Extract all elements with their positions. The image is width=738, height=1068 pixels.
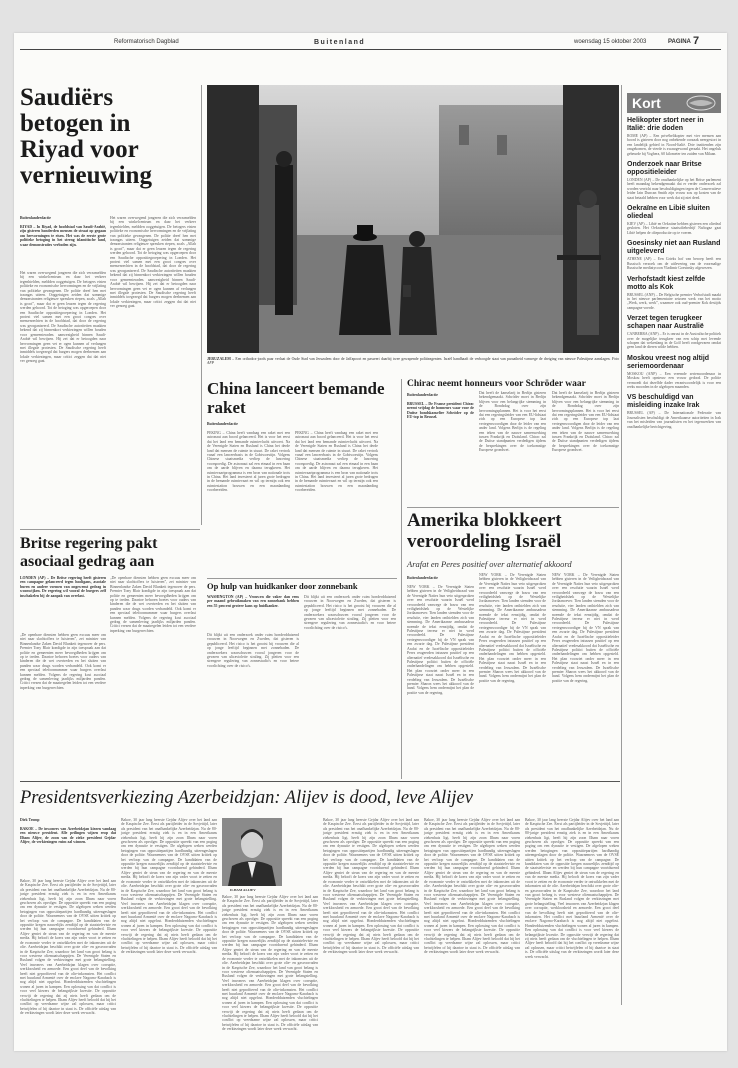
kort-item bbox=[627, 276, 721, 311]
china-body-col2: PEKING – China heeft vandaag een raket met een astronaut aan boord gelanceerd. Het is voor het eerst dat het land een bemande ruimtevlucht uitvoert. Na de Verenigde Staten en Rusland is China het derde land dat mensen de ruimte in stuurt. De raket vertrok vanaf een lanceerbasis in de Gobiwoestijn. Volgens Chinese staatsmedia verliep de lancering voorspoedig. De astronaut zal een etmaal in een baan om de aarde blijven en daarna terugkeren. Het ruimtevaartprogramma is een bron van nationale trots in China. Het land investeert al jaren grote bedragen in de bemande ruimtevaart en wil op termijn ook een ruimtestation bouwen en een maanlanding voorbereiden. bbox=[295, 431, 378, 493]
globe-icon bbox=[685, 95, 717, 111]
brits-headline: Britse regering pakt asociaal gedrag aan bbox=[20, 535, 158, 570]
kort-item bbox=[627, 205, 721, 235]
azer-body-col2: Bakoe, 30 jaar lang heerste Gejdar Alijev over het land aan de Kaspische Zee. Eerst als partijleider in de Sovjettijd, later als president van het onafhankelijke Azerbeidzjan. Nu de 80-jarige president ernstig ziek is en in een Amerikaans ziekenhuis ligt, heeft hij zijn zoon Ilham naar voren geschoven als opvolger. De oppositie spreekt van een poging om een dynastie te vestigen. De afgelopen weken werden betogingen van oppositiepartijen hardhandig uiteengeslagen door de politie. Waarnemers van de OVSE uitten kritiek op het verloop van de campagne. De kandidaten van de oppositie kregen nauwelijks zendtijd op de staatstelevisie en werden bij hun campagne voortdurend gehinderd. Ilham Alijev geniet de steun van de regering en van de meeste media. Hij belooft de koers van zijn vader voort te zetten en de economie verder te ontwikkelen met de inkomsten uit de olie. Azerbeidzjan beschikt over grote olie- en gasvoorraden in de Kaspische Zee, waardoor het land van groot belang is voor westerse oliemaatschappijen. De Verenigde Staten en Rusland volgen de verkiezingen met grote belangstelling. Veel inwoners van Azerbeidzjan klagen over corruptie, werkloosheid en armoede. Een groot deel van de bevolking heeft niet geprofiteerd van de olie-inkomsten. Het conflict met buurland Armenië over de enclave Nagorno-Karabach is nog altijd niet opgelost. Honderdduizenden vluchtelingen wonen al jaren in kampen. Een oplossing van dat conflict is voor veel kiezers de belangrijkste kwestie. De oppositie verwijt de regering dat zij niets heeft gedaan om de vluchtelingen te helpen. Ilham Alijev heeft beloofd dat hij het conflict op vreedzame wijze zal oplossen, maar critici betwijfelen of hij daartoe in staat is. De officiële uitslag van de verkiezingen wordt later deze week verwacht. bbox=[121, 818, 217, 955]
amerika-body-col1: NEW YORK – De Verenigde Staten hebben gisteren in de Veiligheidsraad van de Verenigde Naties hun veto uitgesproken over een resolutie waarin Israël werd veroordeeld vanwege de bouw van een veiligheidshek op de Westelijke Jordaanoever. Tien landen stemden voor de resolutie, vier landen onthielden zich van stemming. De Amerikaanse ambassadeur noemde de tekst eenzijdig, omdat de Palestijnse terreur er niet in werd veroordeeld. De Palestijnse vertegenwoordiger bij de VN sprak van een zwarte dag. De Palestijnse president Arafat en de Israëlische oppositieleider Peres reageerden intussen positief op een alternatief vredesakkoord dat Israëlische en Palestijnse politici buiten de officiële onderhandelingen om hebben opgesteld. Het plan voorziet onder meer in een Palestijnse staat naast Israël en in een verdeling van Jeruzalem. De Israëlische premier Sharon wees het akkoord van de hand. Volgens hem ondermijnt het plan de positie van de regering. bbox=[407, 585, 474, 695]
chirac-lead: BRUSSEL – De Franse president Chirac neemt vrijdag de honneurs waar voor de Duitse bondskanselier Schröder op de EU-top in Brussel. bbox=[407, 402, 474, 420]
amerika-body-col2: NEW YORK – De Verenigde Staten hebben gisteren in de Veiligheidsraad van de Verenigde Naties hun veto uitgesproken over een resolutie waarin Israël werd veroordeeld vanwege de bouw van een veiligheidshek op de Westelijke Jordaanoever. Tien landen stemden voor de resolutie, vier landen onthielden zich van stemming. De Amerikaanse ambassadeur noemde de tekst eenzijdig, omdat de Palestijnse terreur er niet in werd veroordeeld. De Palestijnse vertegenwoordiger bij de VN sprak van een zwarte dag. De Palestijnse president Arafat en de Israëlische oppositieleider Peres reageerden intussen positief op een alternatief vredesakkoord dat Israëlische en Palestijnse politici buiten de officiële onderhandelingen om hebben opgesteld. Het plan voorziet onder meer in een Palestijnse staat naast Israël en in een verdeling van Jeruzalem. De Israëlische premier Sharon wees het akkoord van de hand. Volgens hem ondermijnt het plan de positie van de regering. bbox=[479, 573, 546, 683]
page-label: PAGINA bbox=[668, 39, 691, 45]
kort-list bbox=[627, 117, 721, 1017]
china-body-col1: PEKING – China heeft vandaag een raket met een astronaut aan boord gelanceerd. Het is voor het eerst dat het land een bemande ruimtevlucht uitvoert. Na de Verenigde Staten en Rusland is China het derde land dat mensen de ruimte in stuurt. De raket vertrok vanaf een lanceerbasis in de Gobiwoestijn. Volgens Chinese staatsmedia verliep de lancering voorspoedig. De astronaut zal een etmaal in een baan om de aarde blijven en daarna terugkeren. Het ruimtevaartprogramma is een bron van nationale trots in China. Het land investeert al jaren grote bedragen in de bemande ruimtevaart en wil op termijn ook een ruimtestation bouwen en een maanlanding voorbereiden. bbox=[207, 431, 290, 493]
amerika-headline: Amerika blokkeert veroordeling Israël bbox=[407, 510, 562, 552]
kort-item-title: Verhofstadt kiest zelfde motto als Kok bbox=[627, 275, 706, 291]
azer-headline: Presidentsverkiezing Azerbeidzjan: Alijev is dood, leve Alijev bbox=[20, 788, 473, 808]
kort-banner bbox=[627, 93, 721, 113]
kort-item-title: Goesinsky niet aan Rusland uitgeleverd bbox=[627, 240, 721, 256]
kort-item-title: VS beschuldigd van misleiding inzake Irak bbox=[627, 394, 700, 410]
hulp-body-col2: Dit blijkt uit een onderzoek onder ruim honderdduizend vrouwen in Noorwegen en Zweden, dat gisteren is gepubliceerd. Het risico is het grootst bij vrouwen die al op jonge leeftijd beginnen met zonnebaden. De onderzoekers waarschuwen vooral jongeren voor de gevaren van ultraviolette straling. Zij pleiten voor een strengere regulering van zonnestudio's en voor betere voorlichting over de risico's. bbox=[304, 595, 396, 630]
photo-caption-label: JERUZALEM bbox=[207, 357, 231, 361]
kort-item-body: ATHENE (AP) – Een Grieks hof van beroep heeft een Russisch verzoek om de uitlevering van de voormalige Russische mediatycoon Vladimir Goesinsky afgewezen. bbox=[627, 257, 721, 271]
gate-shadow-left bbox=[207, 85, 259, 353]
kort-item bbox=[627, 117, 721, 156]
chirac-body-col2: Dat heeft de kanselarij in Berlijn gisteren bekendgemaakt. Schröder moet in Berlijn blijven voor een belangrijke stemming in de Bondsdag over zijn hervormingsplannen. Het is voor het eerst dat een regeringsleider van een EU-lidstaat zich op een Europese top laat vertegenwoordigen door de leider van een ander land. Volgens Berlijn is de regeling een teken van de nauwe samenwerking tussen Frankrijk en Duitsland. Chirac zal de Duitse standpunten verdedigen tijdens de besprekingen over de toekomstige Europese grondwet. bbox=[479, 391, 546, 453]
amerika-body-col3: NEW YORK – De Verenigde Staten hebben gisteren in de Veiligheidsraad van de Verenigde Naties hun veto uitgesproken over een resolutie waarin Israël werd veroordeeld vanwege de bouw van een veiligheidshek op de Westelijke Jordaanoever. Tien landen stemden voor de resolutie, vier landen onthielden zich van stemming. De Amerikaanse ambassadeur noemde de tekst eenzijdig, omdat de Palestijnse terreur er niet in werd veroordeeld. De Palestijnse vertegenwoordiger bij de VN sprak van een zwarte dag. De Palestijnse president Arafat en de Israëlische oppositieleider Peres reageerden intussen positief op een alternatief vredesakkoord dat Israëlische en Palestijnse politici buiten de officiële onderhandelingen om hebben opgesteld. Het plan voorziet onder meer in een Palestijnse staat naast Israël en in een verdeling van Jeruzalem. De Israëlische premier Sharon wees het akkoord van de hand. Volgens hem ondermijnt het plan de positie van de regering. bbox=[552, 573, 619, 683]
photo-caption-text: – Een orthodox-joods paar verlaat de Oude Stad van Jeruzalem door de Jaffapoort en passeert daarbij twee gewapende politieagenten. Israël handhaaft de verhoogde staat van paraatheid vanwege de dreiging van nieuwe Palestijnse aanslagen. bbox=[232, 357, 611, 361]
kort-item bbox=[627, 394, 721, 429]
alijev-portrait bbox=[222, 818, 282, 886]
kort-item bbox=[627, 161, 721, 200]
header-rule bbox=[20, 49, 721, 50]
amerika-byline: Buitenlandredactie bbox=[407, 576, 438, 580]
soldier-right bbox=[577, 205, 599, 335]
chirac-headline: Chirac neemt honneurs voor Schröder waar bbox=[407, 379, 586, 389]
kort-item-body: LONDEN (AP) – De onafhankelijke op het Britse parlement heeft maandag bekendgemaakt dat er verder onderzoek zal worden verricht naar beschuldigingen tegen de Conservatieve leider Iain Duncan Smith zijn vrouw zou op kosten van de staat betaald hebben voor werk dat zij niet deed. bbox=[627, 178, 721, 200]
page-number: 7 bbox=[693, 35, 700, 47]
hulp-headline: Op hulp van huidkanker door zonnebank bbox=[207, 581, 358, 591]
soldier-left bbox=[275, 165, 293, 315]
brits-body-col2: „De openbare diensten hebben geen excuus meer om niet naar slachtoffers te luisteren”, zei minister van Binnenlandse Zaken David Blunkett tegenover de pers. Premier Tony Blair kondigde in zijn toespraak aan dat politie en gemeenten meer bevoegdheden krijgen om op te treden. Daartoe behoren boetes voor ouders van kinderen die de wet overtreden en het sluiten van panden waar drugs worden verhandeld. Ook komt er een speciaal telefoonnummer waar burgers overlast kunnen melden. Volgens de regering kost asociaal gedrag de samenleving jaarlijks miljarden ponden. Critici vrezen dat de maatregelen leiden tot een verdere inperking van burgerrechten. bbox=[110, 576, 196, 633]
kort-item-title: Moskou vreest nog altijd seriemoordenaar bbox=[627, 354, 710, 370]
azer-byline: Dirk Tromp bbox=[20, 818, 40, 822]
hulp-body-col1: Dit blijkt uit een onderzoek onder ruim honderdduizend vrouwen in Noorwegen en Zweden, dat gisteren is gepubliceerd. Het risico is het grootst bij vrouwen die al op jonge leeftijd beginnen met zonnebaden. De onderzoekers waarschuwen vooral jongeren voor de gevaren van ultraviolette straling. Zij pleiten voor een strengere regulering van zonnestudio's en voor betere voorlichting over de risico's. bbox=[207, 633, 299, 668]
kort-item-body: BRUSSEL (ANP) – De Belgische premier Verhofstadt maakt in het nieuwe parlementaire seizoen werk van het motto „Werk, werk, werk”, waarmee ook oud-premier Kok destijds campagne voerde. bbox=[627, 292, 721, 310]
chirac-byline: Buitenlandredactie bbox=[407, 393, 438, 397]
photo-caption bbox=[207, 357, 619, 370]
azer-body-col3: Bakoe, 30 jaar lang heerste Gejdar Alijev over het land aan de Kaspische Zee. Eerst als partijleider in de Sovjettijd, later als president van het onafhankelijke Azerbeidzjan. Nu de 80-jarige president ernstig ziek is en in een Amerikaans ziekenhuis ligt, heeft hij zijn zoon Ilham naar voren geschoven als opvolger. De oppositie spreekt van een poging om een dynastie te vestigen. De afgelopen weken werden betogingen van oppositiepartijen hardhandig uiteengeslagen door de politie. Waarnemers van de OVSE uitten kritiek op het verloop van de campagne. De kandidaten van de oppositie kregen nauwelijks zendtijd op de staatstelevisie en werden bij hun campagne voortdurend gehinderd. Ilham Alijev geniet de steun van de regering en van de meeste media. Hij belooft de koers van zijn vader voort te zetten en de economie verder te ontwikkelen met de inkomsten uit de olie. Azerbeidzjan beschikt over grote olie- en gasvoorraden in de Kaspische Zee, waardoor het land van groot belang is voor westerse oliemaatschappijen. De Verenigde Staten en Rusland volgen de verkiezingen met grote belangstelling. Veel inwoners van Azerbeidzjan klagen over corruptie, werkloosheid en armoede. Een groot deel van de bevolking heeft niet geprofiteerd van de olie-inkomsten. Het conflict met buurland Armenië over de enclave Nagorno-Karabach is nog altijd niet opgelost. Honderdduizenden vluchtelingen wonen al jaren in kampen. Een oplossing van dat conflict is voor veel kiezers de belangrijkste kwestie. De oppositie verwijt de regering dat zij niets heeft gedaan om de vluchtelingen te helpen. Ilham Alijev heeft beloofd dat hij het conflict op vreedzame wijze zal oplossen, maar critici betwijfelen of hij daartoe in staat is. De officiële uitslag van de verkiezingen wordt later deze week verwacht. bbox=[222, 895, 318, 1032]
column-divider-mid bbox=[401, 379, 402, 779]
kort-item-title: Verzet tegen terugkeer schapen naar Australië bbox=[627, 315, 704, 331]
section-divider-bottom bbox=[20, 781, 620, 782]
kort-item-body: CANBERRA (ANP) – Er is onrust in de Australische politiek over de mogelijke terugkeer van een schip met levende schapen dat wekenlang in de Golf heeft rondgevaren omdat geen land de dieren wilde hebben. bbox=[627, 332, 721, 350]
amerika-subtitle: Arafat en Peres positief over alternatief akkoord bbox=[407, 559, 572, 569]
kort-item-body: ROME (AP) – Een privéhelikopter met vier mensen aan boord is gisteren door nog onbekende oorzaak neergestort in een landelijk gebied in Noord-Italië. Drie inzittenden zijn omgekomen, de vierde is zwaargewond geraakt. Het ongeluk gebeurde bij Voghera, 60 kilometer ten zuiden van Milaan. bbox=[627, 134, 721, 156]
saudi-lead: RIYAD – In Riyad, de hoofdstad van Saudi-Arabië, zijn gisteren honderden mensen de straat op gegaan om hervormingen te eisen. Het was de eerste grote politieke betoging in het streng islamitische land, waar demonstraties verboden zijn. bbox=[20, 225, 106, 247]
photo-credit: Foto AFP bbox=[207, 357, 619, 366]
azer-body-col5: Bakoe, 30 jaar lang heerste Gejdar Alijev over het land aan de Kaspische Zee. Eerst als partijleider in de Sovjettijd, later als president van het onafhankelijke Azerbeidzjan. Nu de 80-jarige president ernstig ziek is en in een Amerikaans ziekenhuis ligt, heeft hij zijn zoon Ilham naar voren geschoven als opvolger. De oppositie spreekt van een poging om een dynastie te vestigen. De afgelopen weken werden betogingen van oppositiepartijen hardhandig uiteengeslagen door de politie. Waarnemers van de OVSE uitten kritiek op het verloop van de campagne. De kandidaten van de oppositie kregen nauwelijks zendtijd op de staatstelevisie en werden bij hun campagne voortdurend gehinderd. Ilham Alijev geniet de steun van de regering en van de meeste media. Hij belooft de koers van zijn vader voort te zetten en de economie verder te ontwikkelen met de inkomsten uit de olie. Azerbeidzjan beschikt over grote olie- en gasvoorraden in de Kaspische Zee, waardoor het land van groot belang is voor westerse oliemaatschappijen. De Verenigde Staten en Rusland volgen de verkiezingen met grote belangstelling. Veel inwoners van Azerbeidzjan klagen over corruptie, werkloosheid en armoede. Een groot deel van de bevolking heeft niet geprofiteerd van de olie-inkomsten. Het conflict met buurland Armenië over de enclave Nagorno-Karabach is nog altijd niet opgelost. Honderdduizenden vluchtelingen wonen al jaren in kampen. Een oplossing van dat conflict is voor veel kiezers de belangrijkste kwestie. De oppositie verwijt de regering dat zij niets heeft gedaan om de vluchtelingen te helpen. Ilham Alijev heeft beloofd dat hij het conflict op vreedzame wijze zal oplossen, maar critici betwijfelen of hij daartoe in staat is. De officiële uitslag van de verkiezingen wordt later deze week verwacht. bbox=[424, 818, 520, 955]
kort-item-body: MOSKOU (ANP) – Een vreemde seriemoordenaar in Moskou heeft opnieuw een vrouw gedood. De politie vermoedt dat dezelfde dader verantwoordelijk is voor een reeks moorden in de afgelopen maanden. bbox=[627, 371, 721, 389]
saudi-byline: Buitenlandredactie bbox=[20, 216, 51, 220]
paper-name: Reformatorisch Dagblad bbox=[114, 39, 179, 45]
chirac-body-col3: Dat heeft de kanselarij in Berlijn gisteren bekendgemaakt. Schröder moet in Berlijn blijven voor een belangrijke stemming in de Bondsdag over zijn hervormingsplannen. Het is voor het eerst dat een regeringsleider van een EU-lidstaat zich op een Europese top laat vertegenwoordigen door de leider van een ander land. Volgens Berlijn is de regeling een teken van de nauwe samenwerking tussen Frankrijk en Duitsland. Chirac zal de Duitse standpunten verdedigen tijdens de besprekingen over de toekomstige Europese grondwet. bbox=[552, 391, 619, 453]
china-headline: China lanceert bemande raket bbox=[207, 379, 385, 417]
saudi-body-col1: Het waren overwegend jongeren die zich verzamelden bij een winkelcentrum en daar het verkeer tegenhielden, meldden ooggetuigen. De betogers eisten politieke en economische hervormingen en de vrijlating van politieke gevangenen. De politie dreef hen met traangas uiteen. Ooggetuigen zeiden dat sommige demonstranten religieuze spreuken riepen, zoals „Allah is groot”, maar dat er geen leuzen tegen de regering werden gehoord. Tot de betoging was opgeroepen door een Saudische oppositiegroepering in Londen. Het protest viel samen met een groot congres over mensenrechten in de hoofdstad, dat door de regering was georganiseerd. De Saudische autoriteiten maakten bekend dat zij binnenkort verkiezingen willen houden voor gemeenteraden. aanwezigheid binnen Saudi-Arabië wil bewijzen. Hij zei dat er betoogden naar hervormingen geen vet er ogen kunnen af verlangen met illegale protesten. De Saudische regering heeft inmiddels toegezegd dat burgers mogen deelnemen aan lokale verkiezingen, maar critici zeggen dat dat niet ver genoeg gaat. bbox=[20, 271, 106, 364]
kort-item-title: Oekraïne en Libië sluiten oliedeal bbox=[627, 205, 710, 221]
hulp-lead: WASHINGTON (AP) – Vrouwen die vaker dan eens per maand gebruikmaken van een zonnebank hebben een 55 procent grotere kans op huidkanker. bbox=[207, 595, 299, 608]
brits-lead: LONDEN (AP) – De Britse regering heeft gisteren een campagne gelanceerd tegen hooligans, asociale buren en andere vormen van ongewenst gedrag in woonwijken. De regering wil vooral de burgers zelf inschakelen bij de aanpak van overlast. bbox=[20, 576, 106, 598]
column-divider bbox=[201, 85, 202, 525]
kort-item-body: KIEV (AP) – Libië en Oekraïne hebben gisteren een oliedeal gesloten. Het Oekraïense staatsoliebedrijf Naftogaz gaat Libië helpen de olieproductie op te voeren. bbox=[627, 222, 721, 235]
brits-body-col1: „De openbare diensten hebben geen excuus meer om niet naar slachtoffers te luisteren”, zei minister van Binnenlandse Zaken David Blunkett tegenover de pers. Premier Tony Blair kondigde in zijn toespraak aan dat politie en gemeenten meer bevoegdheden krijgen om op te treden. Daartoe behoren boetes voor ouders van kinderen die de wet overtreden en het sluiten van panden waar drugs worden verhandeld. Ook komt er een speciaal telefoonnummer waar burgers overlast kunnen melden. Volgens de regering kost asociaal gedrag de samenleving jaarlijks miljarden ponden. Critici vrezen dat de maatregelen leiden tot een verdere inperking van burgerrechten. bbox=[20, 633, 106, 690]
column-divider-right bbox=[621, 85, 622, 1005]
kort-item-body: BRUSSEL (AP) – De Internationale Federatie van Journalisten beschuldigt de Amerikaanse autoriteiten in Irak van het misleiden van journalisten en het tegenwerken van onafhankelijke berichtgeving. bbox=[627, 411, 721, 429]
azer-body-col6: Bakoe, 30 jaar lang heerste Gejdar Alijev over het land aan de Kaspische Zee. Eerst als partijleider in de Sovjettijd, later als president van het onafhankelijke Azerbeidzjan. Nu de 80-jarige president ernstig ziek is en in een Amerikaans ziekenhuis ligt, heeft hij zijn zoon Ilham naar voren geschoven als opvolger. De oppositie spreekt van een poging om een dynastie te vestigen. De afgelopen weken werden betogingen van oppositiepartijen hardhandig uiteengeslagen door de politie. Waarnemers van de OVSE uitten kritiek op het verloop van de campagne. De kandidaten van de oppositie kregen nauwelijks zendtijd op de staatstelevisie en werden bij hun campagne voortdurend gehinderd. Ilham Alijev geniet de steun van de regering en van de meeste media. Hij belooft de koers van zijn vader voort te zetten en de economie verder te ontwikkelen met de inkomsten uit de olie. Azerbeidzjan beschikt over grote olie- en gasvoorraden in de Kaspische Zee, waardoor het land van groot belang is voor westerse oliemaatschappijen. De Verenigde Staten en Rusland volgen de verkiezingen met grote belangstelling. Veel inwoners van Azerbeidzjan klagen over corruptie, werkloosheid en armoede. Een groot deel van de bevolking heeft niet geprofiteerd van de olie-inkomsten. Het conflict met buurland Armenië over de enclave Nagorno-Karabach is nog altijd niet opgelost. Honderdduizenden vluchtelingen wonen al jaren in kampen. Een oplossing van dat conflict is voor veel kiezers de belangrijkste kwestie. De oppositie verwijt de regering dat zij niets heeft gedaan om de vluchtelingen te helpen. Ilham Alijev heeft beloofd dat hij het conflict op vreedzame wijze zal oplossen, maar critici betwijfelen of hij daartoe in staat is. De officiële uitslag van de verkiezingen wordt later deze week verwacht. bbox=[525, 818, 619, 959]
azer-lead: BAKOE – De inwoners van Azerbeidzjan kiezen vandaag een nieuwe president. Alle peilingen wijzen erop dat Ilham Alijev, de zoon van de zieke president Gejdar Alijev, de verkiezingen ruim zal winnen. bbox=[20, 827, 116, 845]
section-divider bbox=[407, 507, 619, 508]
kort-item bbox=[627, 355, 721, 390]
kort-item-title: Onderzoek naar Britse oppositieleider bbox=[627, 161, 702, 177]
section-divider bbox=[20, 529, 200, 530]
kort-item-title: Helikopter stort neer in Italië: drie doden bbox=[627, 117, 704, 132]
saudi-body-col2: Het waren overwegend jongeren die zich verzamelden bij een winkelcentrum en daar het verkeer tegenhielden, meldden ooggetuigen. De betogers eisten politieke en economische hervormingen en de vrijlating van politieke gevangenen. De politie dreef hen met traangas uiteen. Ooggetuigen zeiden dat sommige demonstranten religieuze spreuken riepen, zoals „Allah is groot”, maar dat er geen leuzen tegen de regering werden gehoord. Tot de betoging was opgeroepen door een Saudische oppositiegroepering in Londen. Het protest viel samen met een groot congres over mensenrechten in de hoofdstad, dat door de regering was georganiseerd. De Saudische autoriteiten maakten bekend dat zij binnenkort verkiezingen willen houden voor gemeenteraden. aanwezigheid binnen Saudi-Arabië wil bewijzen. Hij zei dat er betoogden naar hervormingen geen vet er ogen kunnen af verlangen met illegale protesten. De Saudische regering heeft inmiddels toegezegd dat burgers mogen deelnemen aan lokale verkiezingen, maar critici zeggen dat dat niet ver genoeg gaat. bbox=[110, 216, 196, 309]
issue-date: woensdag 15 oktober 2003 bbox=[574, 39, 647, 45]
jerusalem-photo bbox=[207, 85, 619, 353]
kort-item bbox=[627, 240, 721, 270]
newspaper-page bbox=[14, 33, 727, 1051]
kort-item bbox=[627, 315, 721, 350]
china-byline: Buitenlandredactie bbox=[207, 422, 238, 426]
azer-body-col1: Bakoe, 30 jaar lang heerste Gejdar Alijev over het land aan de Kaspische Zee. Eerst als partijleider in de Sovjettijd, later als president van het onafhankelijke Azerbeidzjan. Nu de 80-jarige president ernstig ziek is en in een Amerikaans ziekenhuis ligt, heeft hij zijn zoon Ilham naar voren geschoven als opvolger. De oppositie spreekt van een poging om een dynastie te vestigen. De afgelopen weken werden betogingen van oppositiepartijen hardhandig uiteengeslagen door de politie. Waarnemers van de OVSE uitten kritiek op het verloop van de campagne. De kandidaten van de oppositie kregen nauwelijks zendtijd op de staatstelevisie en werden bij hun campagne voortdurend gehinderd. Ilham Alijev geniet de steun van de regering en van de meeste media. Hij belooft de koers van zijn vader voort te zetten en de economie verder te ontwikkelen met de inkomsten uit de olie. Azerbeidzjan beschikt over grote olie- en gasvoorraden in de Kaspische Zee, waardoor het land van groot belang is voor westerse oliemaatschappijen. De Verenigde Staten en Rusland volgen de verkiezingen met grote belangstelling. Veel inwoners van Azerbeidzjan klagen over corruptie, werkloosheid en armoede. Een groot deel van de bevolking heeft niet geprofiteerd van de olie-inkomsten. Het conflict met buurland Armenië over de enclave Nagorno-Karabach is nog altijd niet opgelost. Honderdduizenden vluchtelingen wonen al jaren in kampen. Een oplossing van dat conflict is voor veel kiezers de belangrijkste kwestie. De oppositie verwijt de regering dat zij niets heeft gedaan om de vluchtelingen te helpen. Ilham Alijev heeft beloofd dat hij het conflict op vreedzame wijze zal oplossen, maar critici betwijfelen of hij daartoe in staat is. De officiële uitslag van de verkiezingen wordt later deze week verwacht. bbox=[20, 879, 116, 1016]
kort-label: Kort bbox=[632, 95, 661, 111]
section-title: Buitenland bbox=[314, 39, 366, 46]
section-divider bbox=[207, 578, 397, 579]
man-figure bbox=[339, 245, 391, 335]
azer-body-col4: Bakoe, 30 jaar lang heerste Gejdar Alijev over het land aan de Kaspische Zee. Eerst als partijleider in de Sovjettijd, later als president van het onafhankelijke Azerbeidzjan. Nu de 80-jarige president ernstig ziek is en in een Amerikaans ziekenhuis ligt, heeft hij zijn zoon Ilham naar voren geschoven als opvolger. De oppositie spreekt van een poging om een dynastie te vestigen. De afgelopen weken werden betogingen van oppositiepartijen hardhandig uiteengeslagen door de politie. Waarnemers van de OVSE uitten kritiek op het verloop van de campagne. De kandidaten van de oppositie kregen nauwelijks zendtijd op de staatstelevisie en werden bij hun campagne voortdurend gehinderd. Ilham Alijev geniet de steun van de regering en van de meeste media. Hij belooft de koers van zijn vader voort te zetten en de economie verder te ontwikkelen met de inkomsten uit de olie. Azerbeidzjan beschikt over grote olie- en gasvoorraden in de Kaspische Zee, waardoor het land van groot belang is voor westerse oliemaatschappijen. De Verenigde Staten en Rusland volgen de verkiezingen met grote belangstelling. Veel inwoners van Azerbeidzjan klagen over corruptie, werkloosheid en armoede. Een groot deel van de bevolking heeft niet geprofiteerd van de olie-inkomsten. Het conflict met buurland Armenië over de enclave Nagorno-Karabach is nog altijd niet opgelost. Honderdduizenden vluchtelingen wonen al jaren in kampen. Een oplossing van dat conflict is voor veel kiezers de belangrijkste kwestie. De oppositie verwijt de regering dat zij niets heeft gedaan om de vluchtelingen te helpen. Ilham Alijev heeft beloofd dat hij het conflict op vreedzame wijze zal oplossen, maar critici betwijfelen of hij daartoe in staat is. De officiële uitslag van de verkiezingen wordt later deze week verwacht. bbox=[323, 818, 419, 955]
alijev-caption: ILHAM ALIJEV bbox=[230, 888, 256, 892]
saudi-headline: Saudiërs betogen in Riyad voor vernieuwing bbox=[20, 84, 152, 189]
